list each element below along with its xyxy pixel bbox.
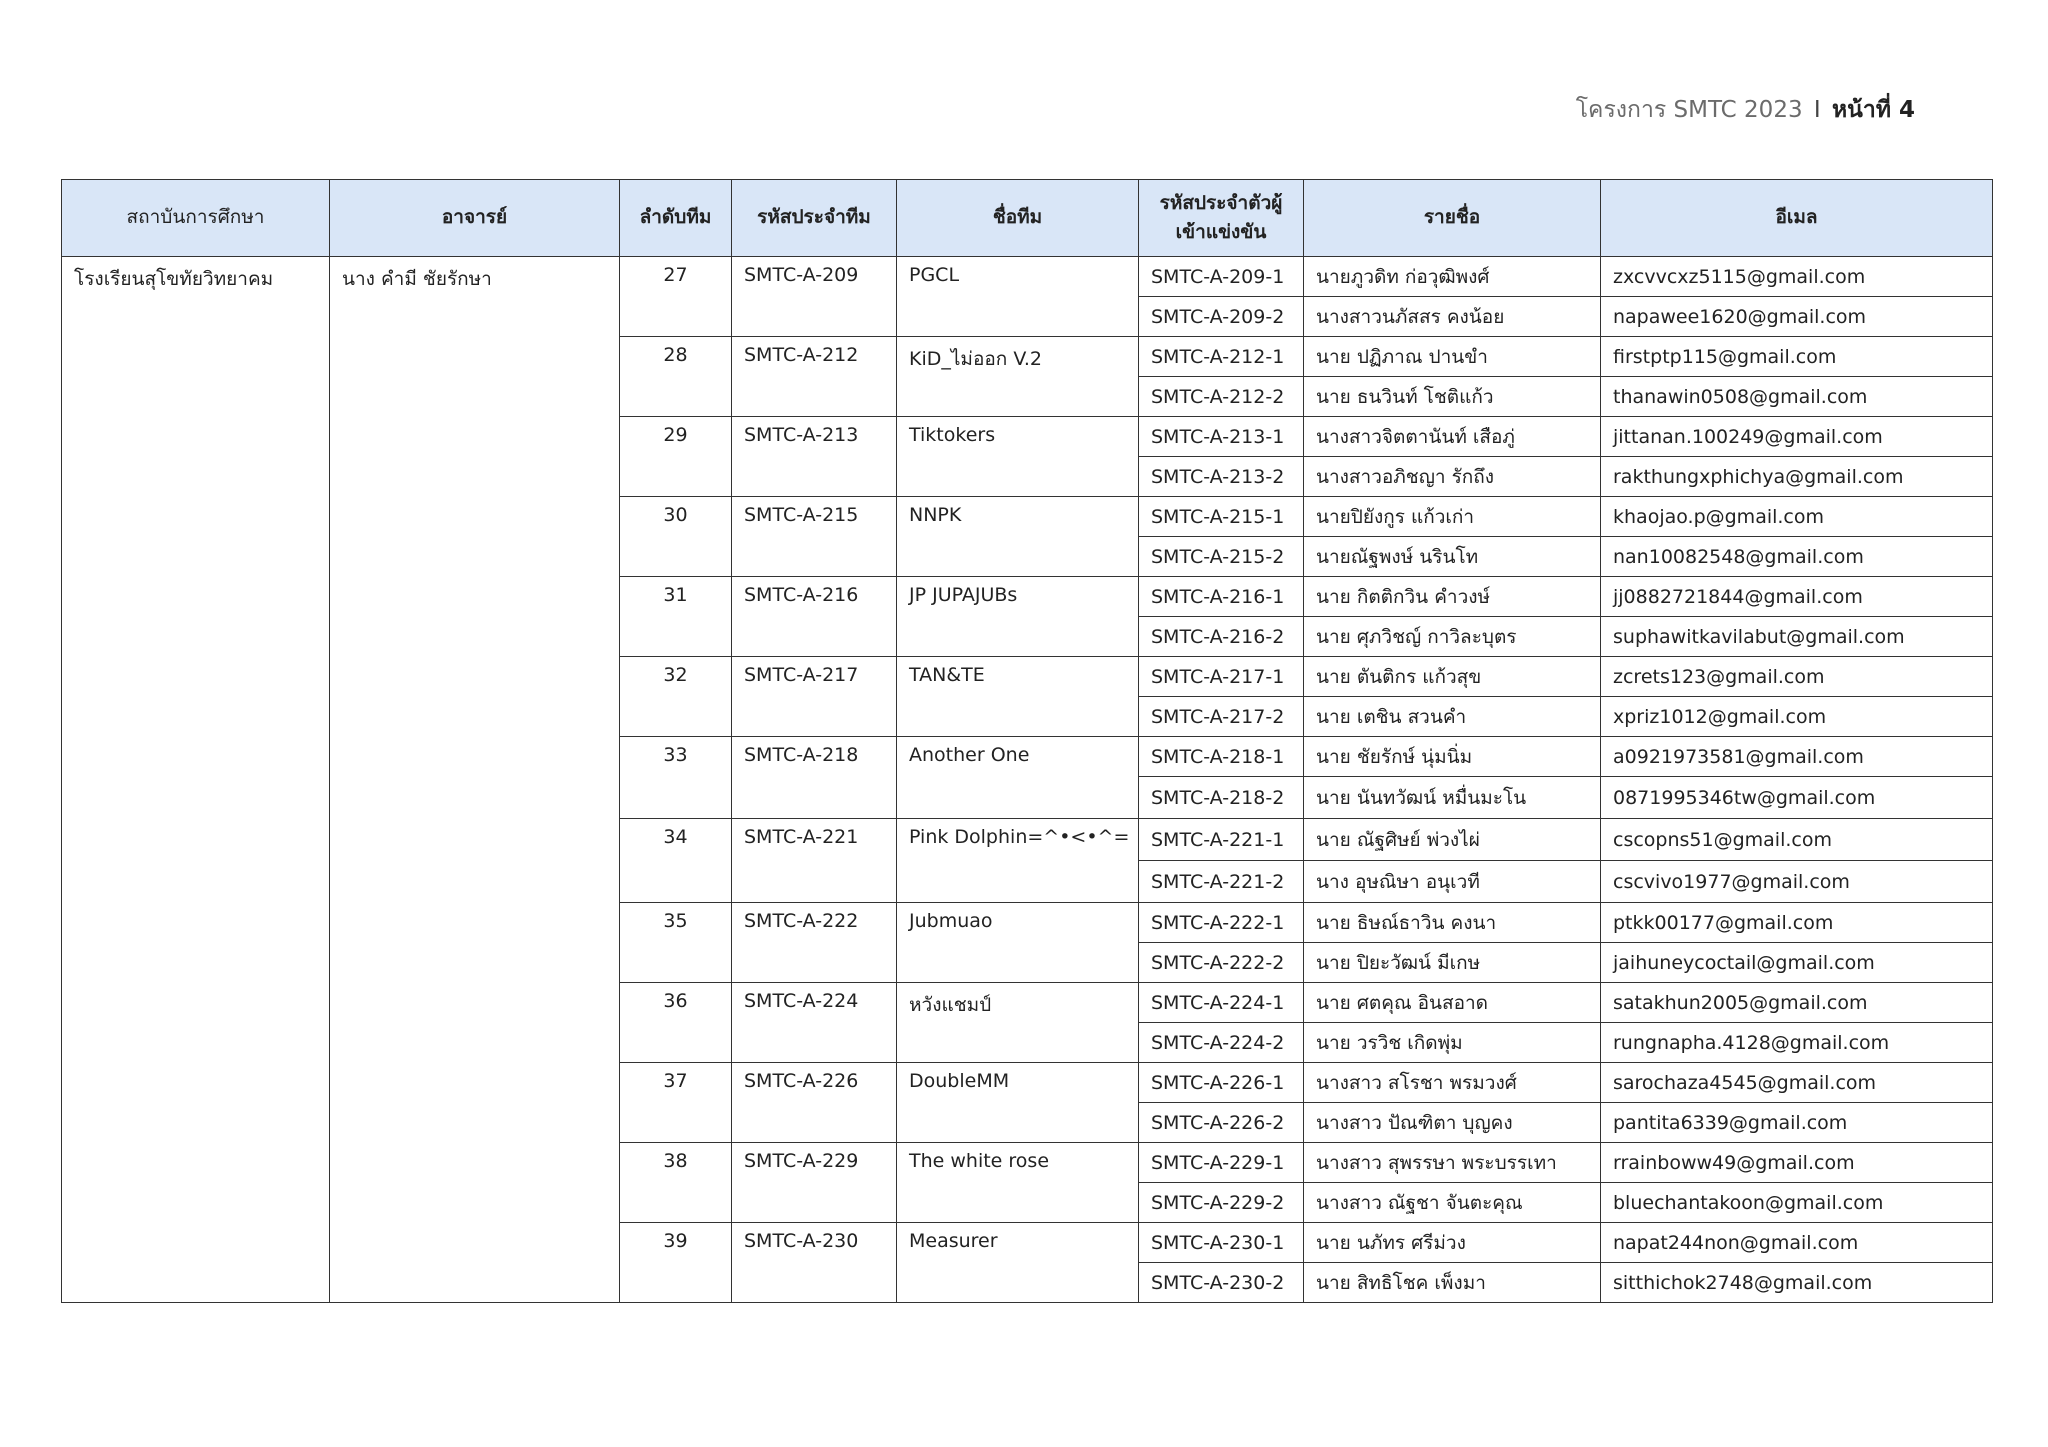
team-name-cell: TAN&TE — [897, 657, 1139, 737]
team-code-cell: SMTC-A-212 — [732, 337, 897, 417]
team-code-cell: SMTC-A-217 — [732, 657, 897, 737]
participant-id-cell: SMTC-A-209-2 — [1139, 297, 1304, 337]
team-no-cell: 38 — [620, 1143, 732, 1223]
member-name-cell: นางสาวนภัสสร คงน้อย — [1304, 297, 1601, 337]
email-cell: cscopns51@gmail.com — [1601, 819, 1993, 861]
header-separator: I — [1813, 97, 1821, 123]
participant-id-cell: SMTC-A-212-1 — [1139, 337, 1304, 377]
member-name-cell: นาย ธิษณ์ธาวิน คงนา — [1304, 903, 1601, 943]
team-name-cell: DoubleMM — [897, 1063, 1139, 1143]
email-cell: jittanan.100249@gmail.com — [1601, 417, 1993, 457]
member-name-cell: นาย วรวิช เกิดพุ่ม — [1304, 1023, 1601, 1063]
team-name-cell: Another One — [897, 737, 1139, 819]
table-row — [62, 257, 1993, 297]
member-name-cell: นาย กิตติกวิน คำวงษ์ — [1304, 577, 1601, 617]
member-name-cell: นาย เตชิน สวนคำ — [1304, 697, 1601, 737]
member-name-cell: นาย ศตคุณ อินสอาด — [1304, 983, 1601, 1023]
participant-id-cell: SMTC-A-212-2 — [1139, 377, 1304, 417]
team-no-cell: 36 — [620, 983, 732, 1063]
member-name-cell: นาง อุษณิษา อนุเวที — [1304, 861, 1601, 903]
team-code-cell: SMTC-A-221 — [732, 819, 897, 903]
team-name-cell: Measurer — [897, 1223, 1139, 1303]
col-header-institution: สถาบันการศึกษา — [62, 180, 330, 257]
email-cell: nan10082548@gmail.com — [1601, 537, 1993, 577]
team-no-cell: 37 — [620, 1063, 732, 1143]
team-code-cell: SMTC-A-213 — [732, 417, 897, 497]
participant-id-cell: SMTC-A-222-1 — [1139, 903, 1304, 943]
member-name-cell: นาย ตันติกร แก้วสุข — [1304, 657, 1601, 697]
team-code-cell: SMTC-A-218 — [732, 737, 897, 819]
participant-id-cell: SMTC-A-221-2 — [1139, 861, 1304, 903]
team-name-cell: Jubmuao — [897, 903, 1139, 983]
member-name-cell: นาย ชัยรักษ์ นุ่มนิ่ม — [1304, 737, 1601, 777]
participant-id-cell: SMTC-A-229-2 — [1139, 1183, 1304, 1223]
participant-id-cell: SMTC-A-216-2 — [1139, 617, 1304, 657]
member-name-cell: นางสาว สโรชา พรมวงศ์ — [1304, 1063, 1601, 1103]
col-header-team-code: รหัสประจำทีม — [732, 180, 897, 257]
team-code-cell: SMTC-A-209 — [732, 257, 897, 337]
team-name-cell: NNPK — [897, 497, 1139, 577]
team-name-cell: Tiktokers — [897, 417, 1139, 497]
team-no-cell: 35 — [620, 903, 732, 983]
institution-cell: โรงเรียนสุโขทัยวิทยาคม — [62, 257, 330, 1303]
member-name-cell: นาย ปิยะวัฒน์ มีเกษ — [1304, 943, 1601, 983]
member-name-cell: นาย นันทวัฒน์ หมื่นมะโน — [1304, 777, 1601, 819]
participant-id-cell: SMTC-A-222-2 — [1139, 943, 1304, 983]
participant-id-cell: SMTC-A-226-1 — [1139, 1063, 1304, 1103]
team-code-cell: SMTC-A-230 — [732, 1223, 897, 1303]
member-name-cell: นาย ปฏิภาณ ปานขำ — [1304, 337, 1601, 377]
col-header-teacher: อาจารย์ — [330, 180, 620, 257]
member-name-cell: นาย ศุภวิชญ์ กาวิละบุตร — [1304, 617, 1601, 657]
participant-id-cell: SMTC-A-213-2 — [1139, 457, 1304, 497]
participant-id-cell: SMTC-A-218-2 — [1139, 777, 1304, 819]
team-name-cell: PGCL — [897, 257, 1139, 337]
team-no-cell: 31 — [620, 577, 732, 657]
email-cell: 0871995346tw@gmail.com — [1601, 777, 1993, 819]
participant-id-cell: SMTC-A-221-1 — [1139, 819, 1304, 861]
participant-id-cell: SMTC-A-224-2 — [1139, 1023, 1304, 1063]
participants-table — [61, 179, 1993, 1303]
email-cell: zxcvvcxz5115@gmail.com — [1601, 257, 1993, 297]
col-header-team-no: ลำดับทีม — [620, 180, 732, 257]
team-no-cell: 27 — [620, 257, 732, 337]
team-no-cell: 28 — [620, 337, 732, 417]
team-name-cell: JP JUPAJUBs — [897, 577, 1139, 657]
email-cell: zcrets123@gmail.com — [1601, 657, 1993, 697]
email-cell: bluechantakoon@gmail.com — [1601, 1183, 1993, 1223]
team-code-cell: SMTC-A-226 — [732, 1063, 897, 1143]
participant-id-cell: SMTC-A-217-1 — [1139, 657, 1304, 697]
email-cell: pantita6339@gmail.com — [1601, 1103, 1993, 1143]
email-cell: rakthungxphichya@gmail.com — [1601, 457, 1993, 497]
email-cell: ptkk00177@gmail.com — [1601, 903, 1993, 943]
email-cell: sitthichok2748@gmail.com — [1601, 1263, 1993, 1303]
page-header — [1576, 92, 1915, 128]
team-name-cell: Pink Dolphin=^•<•^= — [897, 819, 1139, 903]
member-name-cell: นางสาว สุพรรษา พระบรรเทา — [1304, 1143, 1601, 1183]
email-cell: napawee1620@gmail.com — [1601, 297, 1993, 337]
email-cell: suphawitkavilabut@gmail.com — [1601, 617, 1993, 657]
team-no-cell: 33 — [620, 737, 732, 819]
email-cell: rungnapha.4128@gmail.com — [1601, 1023, 1993, 1063]
col-header-team-name: ชื่อทีม — [897, 180, 1139, 257]
member-name-cell: นางสาว ณัฐชา จันตะคุณ — [1304, 1183, 1601, 1223]
email-cell: firstptp115@gmail.com — [1601, 337, 1993, 377]
team-code-cell: SMTC-A-216 — [732, 577, 897, 657]
team-no-cell: 30 — [620, 497, 732, 577]
member-name-cell: นางสาวจิตตานันท์ เสือภู่ — [1304, 417, 1601, 457]
participant-id-cell: SMTC-A-230-2 — [1139, 1263, 1304, 1303]
teacher-cell: นาง คำมี ชัยรักษา — [330, 257, 620, 1303]
participant-id-cell: SMTC-A-217-2 — [1139, 697, 1304, 737]
participant-id-cell: SMTC-A-226-2 — [1139, 1103, 1304, 1143]
team-name-cell: The white rose — [897, 1143, 1139, 1223]
email-cell: napat244non@gmail.com — [1601, 1223, 1993, 1263]
member-name-cell: นาย นภัทร ศรีม่วง — [1304, 1223, 1601, 1263]
participant-id-cell: SMTC-A-229-1 — [1139, 1143, 1304, 1183]
member-name-cell: นางสาวอภิชญา รักถึง — [1304, 457, 1601, 497]
email-cell: thanawin0508@gmail.com — [1601, 377, 1993, 417]
email-cell: jj0882721844@gmail.com — [1601, 577, 1993, 617]
col-header-participant-id: รหัสประจำตัวผู้เข้าแข่งขัน — [1139, 180, 1304, 257]
member-name-cell: นายณัฐพงษ์ นรินโท — [1304, 537, 1601, 577]
participant-id-cell: SMTC-A-230-1 — [1139, 1223, 1304, 1263]
member-name-cell: นางสาว ปัณฑิตา บุญคง — [1304, 1103, 1601, 1143]
email-cell: jaihuneycoctail@gmail.com — [1601, 943, 1993, 983]
member-name-cell: นาย ณัฐศิษย์ พ่วงไผ่ — [1304, 819, 1601, 861]
participant-id-cell: SMTC-A-215-2 — [1139, 537, 1304, 577]
email-cell: khaojao.p@gmail.com — [1601, 497, 1993, 537]
participant-id-cell: SMTC-A-209-1 — [1139, 257, 1304, 297]
member-name-cell: นาย สิทธิโชค เพ็งมา — [1304, 1263, 1601, 1303]
team-code-cell: SMTC-A-222 — [732, 903, 897, 983]
page-number: หน้าที่ 4 — [1832, 97, 1915, 123]
team-no-cell: 32 — [620, 657, 732, 737]
email-cell: satakhun2005@gmail.com — [1601, 983, 1993, 1023]
participant-id-cell: SMTC-A-213-1 — [1139, 417, 1304, 457]
participant-id-cell: SMTC-A-216-1 — [1139, 577, 1304, 617]
col-header-email: อีเมล — [1601, 180, 1993, 257]
member-name-cell: นายปิยังกูร แก้วเก่า — [1304, 497, 1601, 537]
team-no-cell: 29 — [620, 417, 732, 497]
member-name-cell: นายภูวดิท ก่อวุฒิพงศ์ — [1304, 257, 1601, 297]
email-cell: sarochaza4545@gmail.com — [1601, 1063, 1993, 1103]
team-code-cell: SMTC-A-229 — [732, 1143, 897, 1223]
team-name-cell: KiD_ไม่ออก V.2 — [897, 337, 1139, 417]
email-cell: a0921973581@gmail.com — [1601, 737, 1993, 777]
email-cell: rrainboww49@gmail.com — [1601, 1143, 1993, 1183]
email-cell: xpriz1012@gmail.com — [1601, 697, 1993, 737]
team-no-cell: 34 — [620, 819, 732, 903]
participant-id-cell: SMTC-A-215-1 — [1139, 497, 1304, 537]
team-code-cell: SMTC-A-224 — [732, 983, 897, 1063]
participant-id-cell: SMTC-A-218-1 — [1139, 737, 1304, 777]
member-name-cell: นาย ธนวินท์ โชติแก้ว — [1304, 377, 1601, 417]
team-code-cell: SMTC-A-215 — [732, 497, 897, 577]
participant-id-cell: SMTC-A-224-1 — [1139, 983, 1304, 1023]
table-header-row — [62, 180, 1993, 257]
email-cell: cscvivo1977@gmail.com — [1601, 861, 1993, 903]
project-title: โครงการ SMTC 2023 — [1575, 97, 1803, 123]
team-no-cell: 39 — [620, 1223, 732, 1303]
team-name-cell: หวังแชมป์ — [897, 983, 1139, 1063]
col-header-member-name: รายชื่อ — [1304, 180, 1601, 257]
